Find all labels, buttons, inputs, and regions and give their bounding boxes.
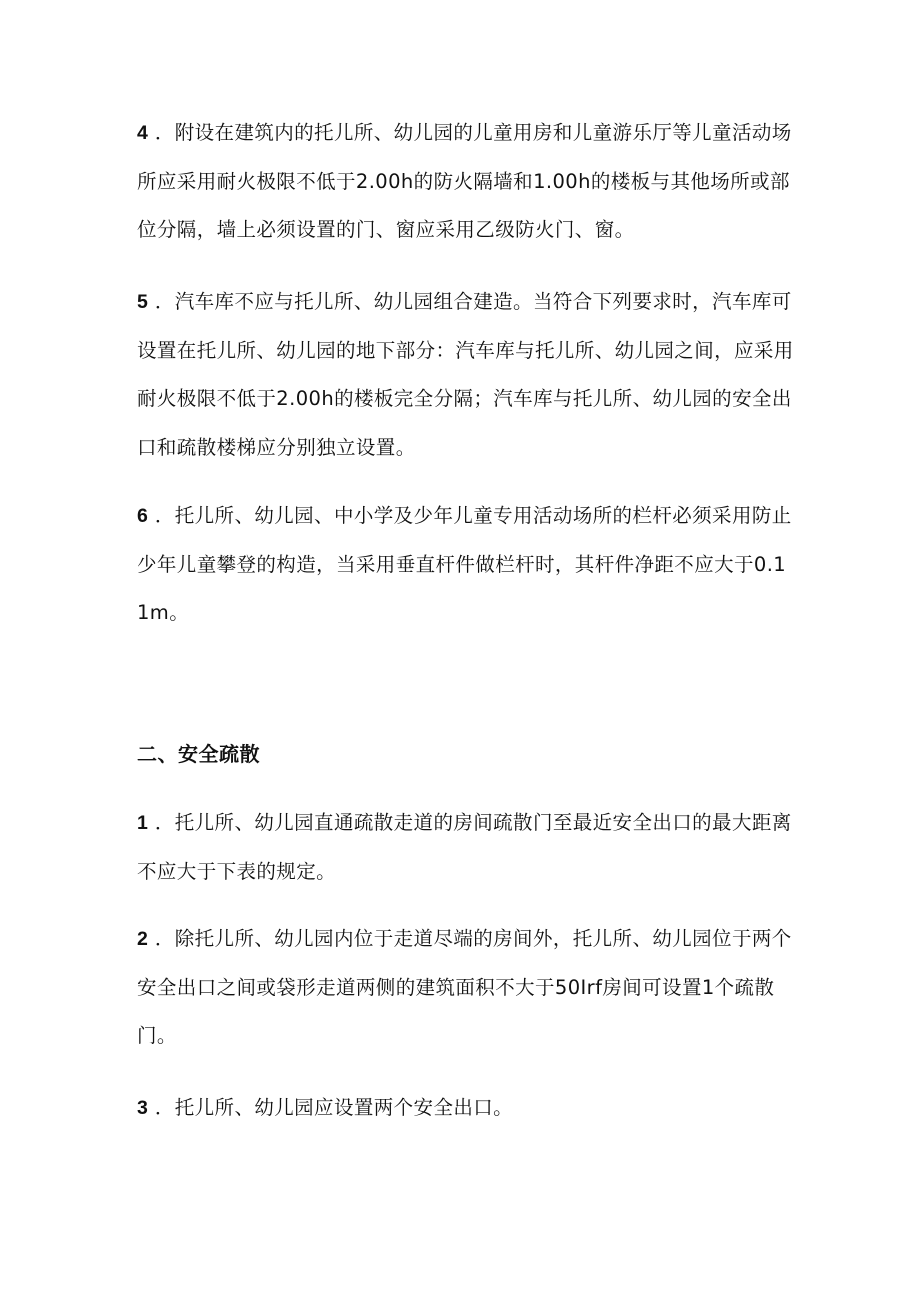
item-number: 4 (137, 122, 149, 144)
paragraph-text: ．托儿所、幼儿园应设置两个安全出口。 (148, 1096, 514, 1119)
paragraph-item-3 (137, 1084, 797, 1133)
section-heading: 二、安全疏散 (137, 742, 260, 766)
paragraph-item-5 (137, 278, 797, 472)
item-number: 1 (137, 812, 149, 834)
item-number: 5 (137, 291, 149, 313)
item-number: 2 (137, 928, 149, 950)
item-number: 6 (137, 505, 149, 527)
paragraph-item-6 (137, 492, 797, 638)
paragraph-text: ．除托儿所、幼儿园内位于走道尽端的房间外，托儿所、幼儿园位于两个安全出口之间或袋形走道两侧的建筑面积不大于50Irf房间可设置1个疏散门。 (137, 927, 792, 1047)
paragraph-item-4 (137, 109, 797, 255)
paragraph-text: ．附设在建筑内的托儿所、幼儿园的儿童用房和儿童游乐厅等儿童活动场所应采用耐火极限不低于2.00h的防火隔墙和1.00h的楼板与其他场所或部位分隔，墙上必须设置的门、窗应采用乙级防火门、窗。 (137, 121, 792, 241)
paragraph-text: ．托儿所、幼儿园、中小学及少年儿童专用活动场所的栏杆必须采用防止少年儿童攀登的构造，当采用垂直杆件做栏杆时，其杆件净距不应大于0.11m。 (137, 504, 792, 624)
paragraph-text: ．托儿所、幼儿园直通疏散走道的房间疏散门至最近安全出口的最大距离不应大于下表的规定。 (137, 811, 792, 883)
paragraph-text: ．汽车库不应与托儿所、幼儿园组合建造。当符合下列要求时，汽车库可设置在托儿所、幼儿园的地下部分：汽车库与托儿所、幼儿园之间，应采用耐火极限不低于2.00h的楼板完全分隔；汽车库与托儿所、幼儿园的安全出口和疏散楼梯应分别独立设置。 (137, 290, 794, 459)
item-number: 3 (137, 1097, 149, 1119)
paragraph-item-1 (137, 799, 797, 896)
paragraph-item-2 (137, 915, 797, 1061)
